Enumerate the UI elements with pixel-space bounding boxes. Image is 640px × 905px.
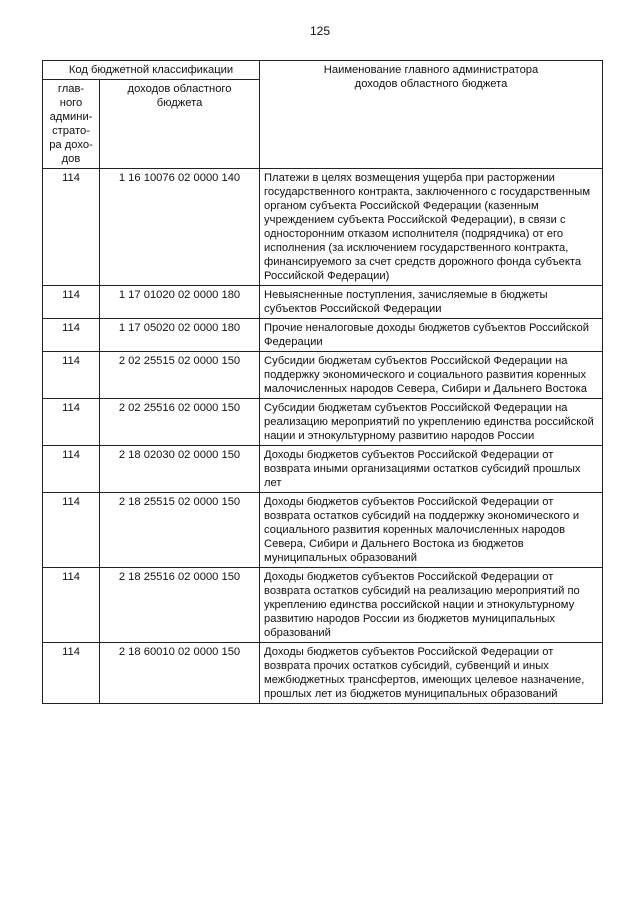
table-row	[43, 286, 603, 319]
header-admin-line: страто-	[52, 125, 90, 137]
header-administrator-name	[260, 61, 603, 169]
page-number: 125	[309, 24, 331, 38]
header-admin-line: ного	[59, 97, 83, 109]
revenue-name-cell: Доходы бюджетов субъектов Российской Федерации от возврата иными организациями остатков субсидий прошлых лет	[260, 446, 603, 493]
admin-code-cell: 114	[43, 352, 100, 399]
table-row	[43, 169, 603, 286]
header-admin-line: админи-	[49, 111, 93, 123]
revenue-name-cell: Доходы бюджетов субъектов Российской Федерации от возврата прочих остатков субсидий, субвенций и иных межбюджетных трансфертов, имеющих целевое назначение, прошлых лет из бюджетов муниципальных образований	[260, 643, 603, 704]
header-revenue-code: доходов областного бюджета	[100, 80, 260, 169]
admin-code-cell: 114	[43, 319, 100, 352]
table-row	[43, 493, 603, 568]
table-row	[43, 446, 603, 493]
revenue-code-cell: 1 16 10076 02 0000 140	[100, 169, 260, 286]
admin-code-cell: 114	[43, 286, 100, 319]
revenue-code-cell: 1 17 01020 02 0000 180	[100, 286, 260, 319]
revenue-name-cell: Невыясненные поступления, зачисляемые в бюджеты субъектов Российской Федерации	[260, 286, 603, 319]
revenue-code-cell: 2 18 25516 02 0000 150	[100, 568, 260, 643]
header-admin-line: глав-	[57, 83, 85, 95]
revenue-code-cell: 2 02 25515 02 0000 150	[100, 352, 260, 399]
header-name-line: Наименование главного администратора	[323, 64, 539, 76]
revenue-code-cell: 2 18 02030 02 0000 150	[100, 446, 260, 493]
revenue-name-cell: Субсидии бюджетам субъектов Российской Федерации на поддержку экономического и социального развития коренных малочисленных народов Севера, Сибири и Дальнего Востока	[260, 352, 603, 399]
table-row	[43, 643, 603, 704]
admin-code-cell: 114	[43, 568, 100, 643]
admin-code-cell: 114	[43, 446, 100, 493]
revenue-code-cell: 1 17 05020 02 0000 180	[100, 319, 260, 352]
revenue-name-cell: Доходы бюджетов субъектов Российской Федерации от возврата остатков субсидий на поддержку экономического и социального развития коренных малочисленных народов Севера, Сибири и Дальнего Востока из бюджетов муниципальных образований	[260, 493, 603, 568]
header-group-row	[43, 61, 603, 80]
header-admin-line: ра дохо-	[49, 139, 93, 151]
revenue-name-cell: Прочие неналоговые доходы бюджетов субъектов Российской Федерации	[260, 319, 603, 352]
admin-code-cell: 114	[43, 169, 100, 286]
header-chief-administrator	[43, 80, 100, 169]
header-budget-classification: Код бюджетной классификации	[43, 61, 260, 80]
revenue-code-cell: 2 02 25516 02 0000 150	[100, 399, 260, 446]
revenue-name-cell: Платежи в целях возмещения ущерба при расторжении государственного контракта, заключенного с государственным органом субъекта Российской Федерации (казенным учреждением субъекта Российской Федерации), в связи с односторонним отказом исполнителя (подрядчика) от его исполнения (за исключением государственного контракта, финансируемого за счет средств дорожного фонда субъекта Российской Федерации)	[260, 169, 603, 286]
table-row	[43, 399, 603, 446]
table-row	[43, 319, 603, 352]
table-row	[43, 568, 603, 643]
admin-code-cell: 114	[43, 643, 100, 704]
revenue-code-cell: 2 18 25515 02 0000 150	[100, 493, 260, 568]
admin-code-cell: 114	[43, 399, 100, 446]
admin-code-cell: 114	[43, 493, 100, 568]
budget-classification-table	[42, 60, 603, 704]
table-row	[43, 352, 603, 399]
revenue-name-cell: Субсидии бюджетам субъектов Российской Федерации на реализацию мероприятий по укреплению единства российской нации и этнокультурному развитию народов России	[260, 399, 603, 446]
header-admin-line: дов	[61, 153, 81, 165]
revenue-name-cell: Доходы бюджетов субъектов Российской Федерации от возврата остатков субсидий на реализацию мероприятий по укреплению единства российской нации и этнокультурному развитию народов России из бюджетов муниципальных образований	[260, 568, 603, 643]
revenue-code-cell: 2 18 60010 02 0000 150	[100, 643, 260, 704]
header-name-line: доходов областного бюджета	[354, 78, 508, 90]
